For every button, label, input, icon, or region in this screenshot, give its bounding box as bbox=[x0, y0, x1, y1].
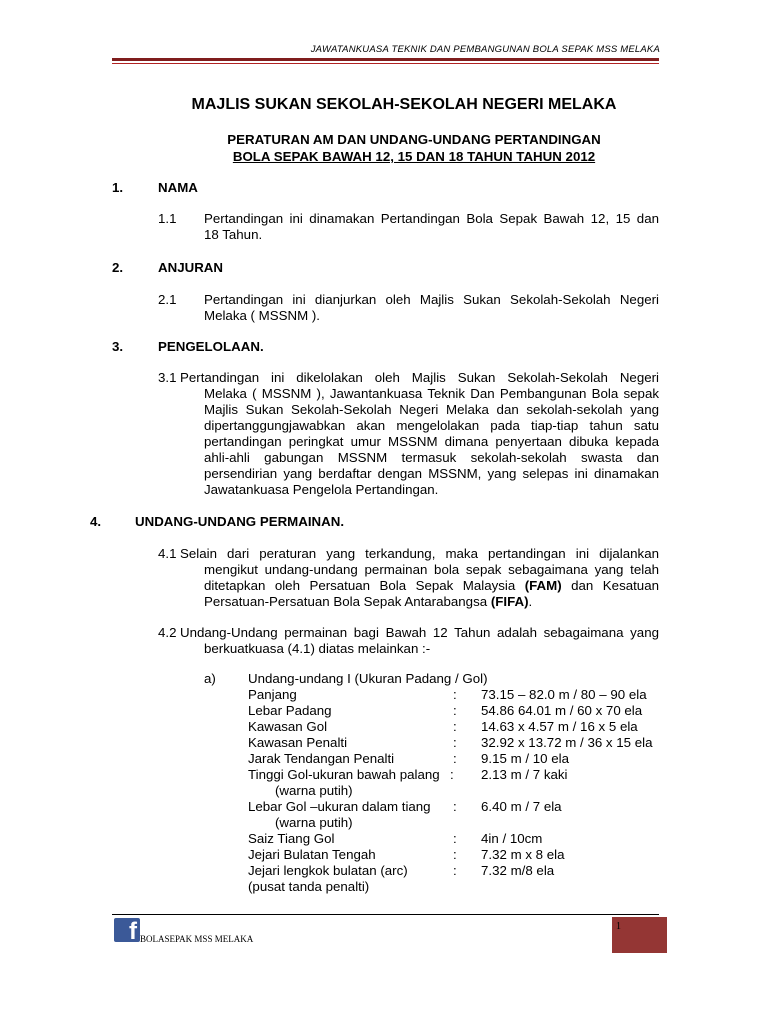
page-number: 1 bbox=[616, 921, 621, 932]
section-3-number: 3. bbox=[112, 339, 124, 354]
document-subtitle-1: PERATURAN AM DAN UNDANG-UNDANG PERTANDINGAN bbox=[227, 132, 601, 147]
footer-text: BOLASEPAK MSS MELAKA bbox=[140, 934, 254, 944]
document-subtitle-2: BOLA SEPAK BAWAH 12, 15 DAN 18 TAHUN TAHUN 2012 bbox=[232, 149, 596, 164]
sub-item-title: Undang-undang I (Ukuran Padang / Gol) bbox=[248, 671, 488, 686]
section-1-title: NAMA bbox=[158, 180, 198, 195]
section-2-number: 2. bbox=[112, 260, 124, 275]
item-2-1-number: 2.1 bbox=[158, 292, 177, 307]
footer-rule bbox=[112, 914, 659, 915]
document-title: MAJLIS SUKAN SEKOLAH-SEKOLAH NEGERI MELAKA bbox=[191, 96, 617, 113]
item-2-1-text: Pertandingan ini dianjurkan oleh Majlis Sukan Sekolah-Sekolah Negeri Melaka ( MSSNM ). bbox=[204, 292, 659, 323]
item-4-1-first-line: Selain dari peraturan yang terkandung, maka pertandingan ini dijalankan bbox=[180, 546, 659, 561]
section-3-title: PENGELOLAAN. bbox=[158, 339, 264, 354]
item-1-1-number: 1.1 bbox=[158, 211, 177, 226]
item-4-1-text: mengikut undang-undang permainan bola sepak sebagaimana yang telah ditetapkan oleh Persatuan Bola Sepak Malaysia (FAM) dan Kesatuan Persatuan-Persatuan Bola Sepak Antarabangsa (FIFA). bbox=[204, 562, 659, 609]
facebook-icon: f bbox=[114, 918, 140, 942]
section-2-title: ANJURAN bbox=[158, 260, 224, 275]
header-rule-thin bbox=[112, 63, 659, 64]
item-4-2-number: 4.2 bbox=[158, 625, 177, 640]
sub-item-letter: a) bbox=[204, 671, 216, 686]
header-rule bbox=[112, 58, 659, 61]
item-4-2-text: berkuatkuasa (4.1) diatas melainkan :- bbox=[204, 641, 431, 656]
item-3-1-first-line: Pertandingan ini dikelolakan oleh Majlis Sukan Sekolah-Sekolah Negeri bbox=[180, 370, 659, 385]
item-3-1-text: Melaka ( MSSNM ), Jawantankuasa Teknik Dan Pembangunan Bola sepak Majlis Sukan Sekolah-Sekolah Negeri Melaka dan sekolah-sekolah yang dipertanggungjawabkan akan mengelolakan pada tiap-tiap tahun satu pertandingan peringkat umur MSSNM dimana penyertaan dibuka kepada ahli-ahli gabungan MSSNM termasuk sekolah-sekolah swasta dan persendirian yang berdaftar dengan MSSNM, yang selepas ini dinamakan Jawatankuasa Pengelola Pertandingan. bbox=[204, 386, 659, 497]
item-4-1-number: 4.1 bbox=[158, 546, 177, 561]
item-3-1-number: 3.1 bbox=[158, 370, 177, 385]
item-1-1-text: Pertandingan ini dinamakan Pertandingan Bola Sepak Bawah 12, 15 dan 18 Tahun. bbox=[204, 211, 659, 242]
section-4-number: 4. bbox=[90, 514, 102, 529]
item-4-2-first-line: Undang-Undang permainan bagi Bawah 12 Tahun adalah sebagaimana yang bbox=[180, 625, 659, 640]
running-header: JAWATANKUASA TEKNIK DAN PEMBANGUNAN BOLA SEPAK MSS MELAKA bbox=[310, 44, 660, 55]
section-4-title: UNDANG-UNDANG PERMAINAN. bbox=[135, 514, 345, 529]
section-1-number: 1. bbox=[112, 180, 124, 195]
page-number-box bbox=[612, 917, 667, 953]
